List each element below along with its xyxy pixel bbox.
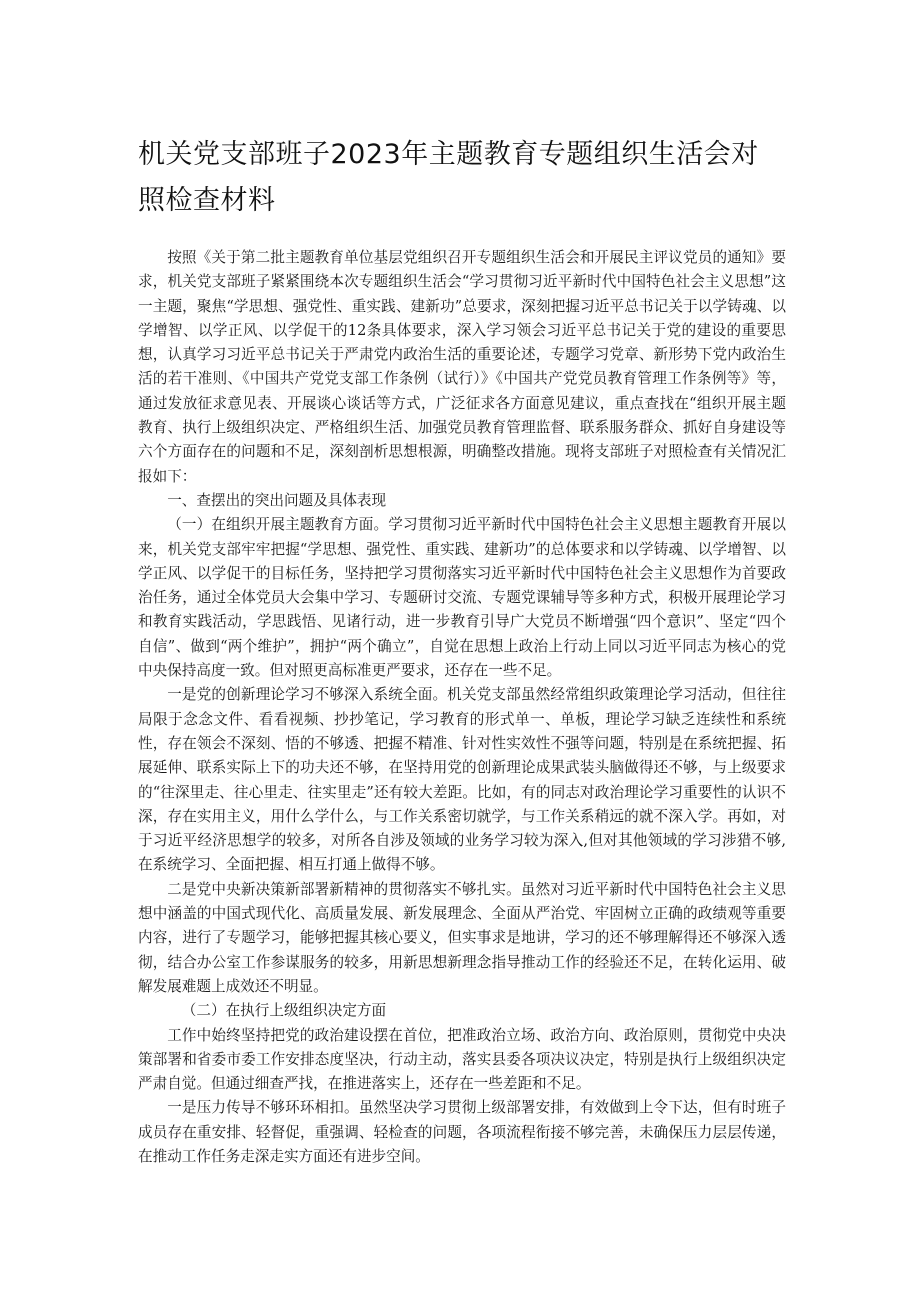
body-paragraph-4: 一是压力传导不够环环相扣。虽然坚决学习贯彻上级部署安排，有效做到上令下达，但有时班子成员存在重安排、轻督促，重强调、轻检查的问题，各项流程衔接不够完善，未确保压力层层传递，在推动工作任务走深走实方面还有进步空间。 bbox=[138, 1099, 786, 1165]
intro-paragraph: 按照《关于第二批主题教育单位基层党组织召开专题组织生活会和开展民主评议党员的通知》要求，机关党支部班子紧紧围绕本次专题组织生活会“学习贯彻习近平新时代中国特色社会主义思想”这一主题，聚焦“学思想、强党性、重实践、建新功”总要求，深刻把握习近平总书记关于以学铸魂、以学增智、以学正风、以学促干的12条具体要求，深入学习领会习近平总书记关于党的建设的重要思想，认真学习习近平总书记关于严肃党内政治生活的重要论述，专题学习党章、新形势下党内政治生活的若干准则、《中国共产党党支部工作条例（试行）》《中国共产党党员教育管理工作条例等》等，通过发放征求意见表、开展谈心谈话等方式，广泛征求各方面意见建议，重点查找在“组织开展主题教育、执行上级组织决定、严格组织生活、加强党员教育管理监督、联系服务群众、抓好自身建设等六个方面存在的问题和不足，深刻剖析思想根源，明确整改措施。现将支部班子对照检查有关情况汇报如下： bbox=[138, 249, 786, 485]
section-heading-1: 一、查摆出的突出问题及具体表现 bbox=[167, 491, 387, 509]
body-paragraph-3: 工作中始终坚持把党的政治建设摆在首位，把准政治立场、政治方向、政治原则，贯彻党中央决策部署和省委市委工作安排态度坚决，行动主动，落实县委各项决议决定，特别是执行上级组织决定严肃自觉。但通过细查严找，在推进落实上，还存在一些差距和不足。 bbox=[138, 1026, 786, 1093]
body-paragraph-2: 二是党中央新决策新部署新精神的贯彻落实不够扎实。虽然对习近平新时代中国特色社会主义思想中涵盖的中国式现代化、高质量发展、新发展理念、全面从严治党、牢固树立正确的政绩观等重要内容，进行了专题学习，能够把握其核心要义，但实事求是地讲，学习的还不够理解得还不够深入透彻，结合办公室工作参谋服务的较多，用新思想新理念指导推动工作的经验还不足，在转化运用、破解发展难题上成效还不明显。 bbox=[138, 880, 786, 995]
subsection-paragraph-1: （一）在组织开展主题教育方面。学习贯彻习近平新时代中国特色社会主义思想主题教育开展以来，机关党支部牢牢把握“学思想、强党性、重实践、建新功”的总体要求和以学铸魂、以学增智、以学正风、以学促干的目标任务，坚持把学习贯彻落实习近平新时代中国特色社会主义思想作为首要政治任务，通过全体党员大会集中学习、专题研讨交流、专题党课辅导等多种方式，积极开展理论学习和教育实践活动，学思践悟、见诸行动，进一步教育引导广大党员不断增强“四个意识”、坚定“四个自信”、做到“两个维护”，拥护“两个确立”，自觉在思想上政治上行动上同以习近平同志为核心的党中央保持高度一致。但对照更高标准更严要求，还存在一些不足。 bbox=[138, 516, 786, 680]
document-page bbox=[138, 132, 786, 1169]
body-paragraph-1: 一是党的创新理论学习不够深入系统全面。机关党支部虽然经常组织政策理论学习活动，但往往局限于念念文件、看看视频、抄抄笔记，学习教育的形式单一、单板，理论学习缺乏连续性和系统性，存在领会不深刻、悟的不够透、把握不精准、针对性实效性不强等问题，特别是在系统把握、拓展延伸、联系实际上下的功夫还不够，在坚持用党的创新理论成果武装头脑做得还不够，与上级要求的“往深里走、往心里走、往实里走”还有较大差距。比如，有的同志对政治理论学习重要性的认识不深，存在实用主义，用什么学什么，与工作关系密切就学，与工作关系稍远的就不深入学。再如，对于习近平经济思想学的较多，对所各自涉及领域的业务学习较为深入,但对其他领域的学习涉猎不够,在系统学习、全面把握、相互打通上做得不够。 bbox=[138, 686, 786, 874]
subsection-heading-2: （二）在执行上级组织决定方面 bbox=[181, 1002, 387, 1020]
document-title: 机关党支部班子2023年主题教育专题组织生活会对照检查材料 bbox=[138, 139, 759, 216]
